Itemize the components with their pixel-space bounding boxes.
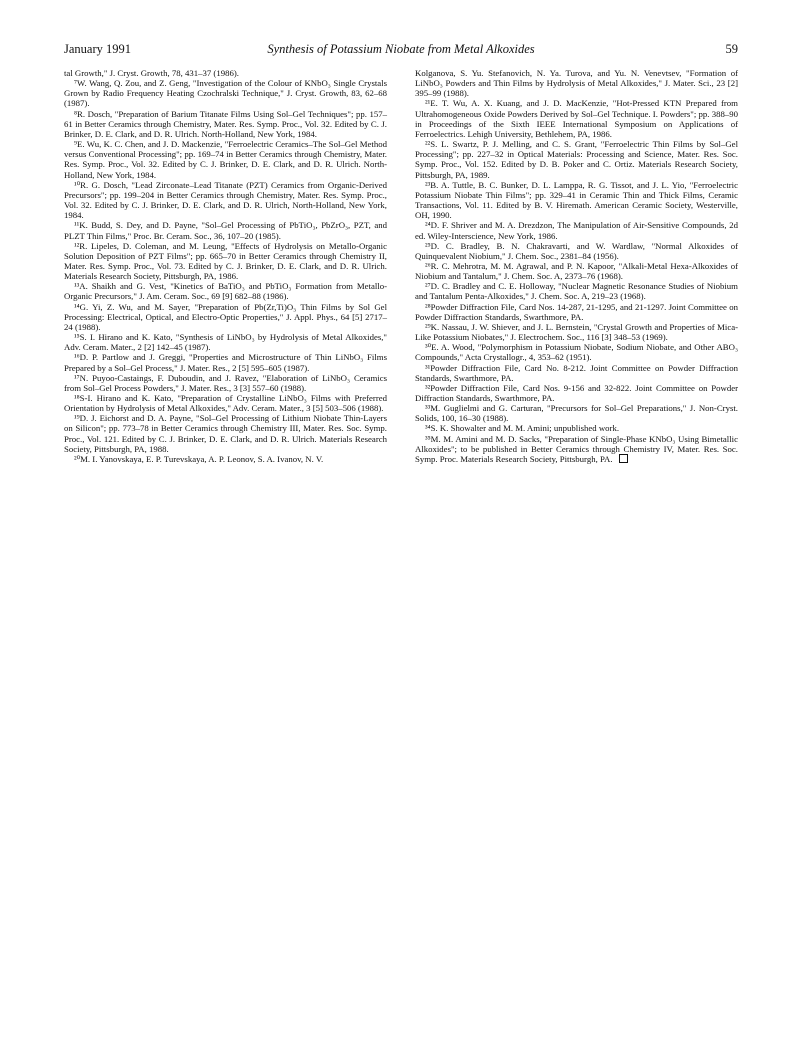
references-right-column bbox=[415, 68, 738, 464]
reference-entry: ²⁷D. C. Bradley and C. E. Holloway, "Nuclear Magnetic Resonance Studies of Niobium and Tantalum Penta-Alkoxides," J. Chem. Soc. A, 219–23 (1968). bbox=[415, 281, 738, 302]
reference-entry: ¹⁹D. J. Eichorst and D. A. Payne, "Sol–Gel Processing of Lithium Niobate Thin-Layers on Silicon"; pp. 773–78 in Better Ceramics through Chemistry III, Mater. Res. Soc. Symp. Proc., Vol. 121. Edited by C. J. Brinker, D. E. Clark, and D. R. Ulrich. Materials Research Society, Pittsburgh, PA, 1988. bbox=[64, 413, 387, 454]
running-title: Synthesis of Potassium Niobate from Metal Alkoxides bbox=[267, 42, 535, 56]
reference-entry: ¹³A. Shaikh and G. Vest, "Kinetics of BaTiO₃ and PbTiO₃ Formation from Metallo-Organic Precursors," J. Am. Ceram. Soc., 69 [9] 682–88 (1986). bbox=[64, 281, 387, 302]
reference-entry: ¹⁵S. I. Hirano and K. Kato, "Synthesis of LiNbO₃ by Hydrolysis of Metal Alkoxides," Adv. Ceram. Mater., 2 [2] 142–45 (1987). bbox=[64, 332, 387, 353]
reference-entry: ¹⁷N. Puyoo-Castaings, F. Duboudin, and J. Ravez, "Elaboration of LiNbO₃ Ceramics from Sol–Gel Process Powders," J. Mater. Res., 3 [3] 557–60 (1988). bbox=[64, 372, 387, 393]
reference-entry: ¹²R. Lipeles, D. Coleman, and M. Leung, "Effects of Hydrolysis on Metallo-Organic Solution Deposition of PZT Films"; pp. 665–70 in Better Ceramics through Chemistry II, Mater. Res. Symp. Proc., Vol. 73. Edited by C. J. Brinker, D. E. Clark, and D. R. Ulrich. Materials Research Society, Pittsburgh, PA, 1986. bbox=[64, 240, 387, 282]
reference-entry: ²⁸Powder Diffraction File, Card Nos. 14-287, 21-1295, and 21-1297. Joint Committee on Powder Diffraction Standards, Swarthmore, PA. bbox=[415, 301, 738, 322]
reference-entry: ¹⁴G. Yi, Z. Wu, and M. Sayer, "Preparation of Pb(Zr,Ti)O₃ Thin Films by Sol Gel Processing: Electrical, Optical, and Electro-Optic Properties," J. Appl. Phys., 64 [5] 2717–24 (1988). bbox=[64, 301, 387, 332]
reference-entry: Kolganova, S. Yu. Stefanovich, N. Ya. Turova, and Yu. N. Venevtsev, "Formation of LiNbO₃ Powders and Thin Films by Hydrolysis of Metal Alkoxides," J. Mater. Sci., 23 [2] 395–99 (1988). bbox=[415, 68, 738, 99]
reference-entry: ¹¹K. Budd, S. Dey, and D. Payne, "Sol–Gel Processing of PbTiO₃, PbZrO₃, PZT, and PLZT Thin Films," Proc. Br. Ceram. Soc., 36, 107–20 (1985). bbox=[64, 220, 387, 241]
reference-entry bbox=[415, 434, 738, 464]
reference-entry: ²⁵D. C. Bradley, B. N. Chakravarti, and W. Wardlaw, "Normal Alkoxides of Quinquevalent Niobium," J. Chem. Soc., 2381–84 (1956). bbox=[415, 240, 738, 261]
reference-entry: ²⁴D. F. Shriver and M. A. Drezdzon, The Manipulation of Air-Sensitive Compounds, 2d ed. Wiley-Interscience, New York, 1986. bbox=[415, 220, 738, 241]
reference-entry: ⁸R. Dosch, "Preparation of Barium Titanate Films Using Sol–Gel Techniques"; pp. 157–61 in Better Ceramics through Chemistry, Mater. Res. Symp. Proc., Vol. 32. Edited by C. J. Brinker, D. E. Clark, and D. R. Ulrich. North-Holland, New York, 1984. bbox=[64, 108, 387, 139]
issue-date: January 1991 bbox=[64, 42, 131, 56]
reference-entry: ²⁹K. Nassau, J. W. Shiever, and J. L. Bernstein, "Crystal Growth and Properties of Mica-Like Potassium Niobates," J. Electrochem. Soc., 116 [3] 348–53 (1969). bbox=[415, 321, 738, 343]
references-left-column bbox=[64, 68, 387, 464]
reference-entry: ³¹Powder Diffraction File, Card No. 8-212. Joint Committee on Powder Diffraction Standards, Swarthmore, PA. bbox=[415, 362, 738, 383]
reference-entry: ³³M. Guglielmi and G. Carturan, "Precursors for Sol–Gel Preparations," J. Non-Cryst. Solids, 100, 16–30 (1988). bbox=[415, 403, 738, 424]
reference-entry: ¹⁸S-I. Hirano and K. Kato, "Preparation of Crystalline LiNbO₃ Films with Preferred Orientation by Hydrolysis of Metal Alkoxides," Adv. Ceram. Mater., 3 [5] 503–506 (1988). bbox=[64, 393, 387, 414]
reference-entry: ²⁶R. C. Mehrotra, M. M. Agrawal, and P. N. Kapoor, "Alkali-Metal Hexa-Alkoxides of Niobium and Tantalum," J. Chem. Soc. A, 2373–76 (1968). bbox=[415, 260, 738, 282]
reference-entry: ²³B. A. Tuttle, B. C. Bunker, D. L. Lamppa, R. G. Tissot, and J. L. Yio, "Ferroelectric Potassium Niobate Thin Films"; pp. 329–41 in Ceramic Thin and Thick Films, Ceramic Transactions, Vol. 11. Edited by B. V. Hiremath. American Ceramic Society, Westerville, OH, 1990. bbox=[415, 179, 738, 221]
running-header bbox=[64, 42, 738, 60]
reference-entry: ⁹E. Wu, K. C. Chen, and J. D. Mackenzie, "Ferroelectric Ceramics–The Sol–Gel Method versus Conventional Processing"; pp. 169–74 in Better Ceramics through Chemistry, Mater. Res. Symp. Proc., Vol. 32. Edited by C. J. Brinker, D. E. Clark, and D. R. Ulrich. North-Holland, New York, 1984. bbox=[64, 139, 387, 180]
page-number: 59 bbox=[725, 42, 738, 56]
reference-entry: ³⁴S. K. Showalter and M. M. Amini; unpublished work. bbox=[425, 423, 620, 434]
reference-entry: tal Growth," J. Cryst. Growth, 78, 431–37 (1986). bbox=[64, 68, 239, 78]
reference-entry: ¹⁰R. G. Dosch, "Lead Zirconate–Lead Titanate (PZT) Ceramics from Organic-Derived Precursors"; pp. 199–204 in Better Ceramics through Chemistry, Mater. Res. Symp. Proc., Vol. 32. Edited by C. J. Brinker, D. E. Clark, and D. R. Ulrich, North-Holland, New York, 1984. bbox=[64, 179, 387, 221]
end-of-article-mark bbox=[619, 454, 628, 463]
reference-entry: ²⁰M. I. Yanovskaya, E. P. Turevskaya, A. P. Leonov, S. A. Ivanov, N. V. bbox=[74, 453, 324, 464]
reference-entry: ²¹E. T. Wu, A. X. Kuang, and J. D. MacKenzie, "Hot-Pressed KTN Prepared from Ultrahomogeneous Oxide Powders Derived by Sol–Gel Technique. I. Powders"; pp. 388–90 in Proceedings of the Sixth IEEE International Symposium on Applications of Ferroelectrics. Lehigh University, Bethlehem, PA, 1986. bbox=[415, 98, 738, 139]
reference-text: ³⁵M. M. Amini and M. D. Sacks, "Preparation of Single-Phase KNbO₃ Using Bimetallic Alkoxides"; to be published in Better Ceramics through Chemistry IV, Mater. Res. Soc. Symp. Proc. Materials Research Society, Pittsburgh, PA. bbox=[415, 433, 738, 464]
reference-entry: ¹⁶D. P. Partlow and J. Greggi, "Properties and Microstructure of Thin LiNbO₃ Films Prepared by a Sol–Gel Process," J. Mater. Res., 2 [5] 595–605 (1987). bbox=[64, 352, 387, 373]
reference-entry: ³²Powder Diffraction File, Card Nos. 9-156 and 32-822. Joint Committee on Powder Diffraction Standards, Swarthmore, PA. bbox=[415, 382, 738, 403]
reference-entry: ³⁰E. A. Wood, "Polymorphism in Potassium Niobate, Sodium Niobate, and Other ABO₃ Compounds," Acta Crystallogr., 4, 353–62 (1951). bbox=[415, 342, 738, 363]
reference-entry: ⁷W. Wang, Q. Zou, and Z. Geng, "Investigation of the Colour of KNbO₃ Single Crystals Grown by Radio Frequency Heating Czochralski Technique," J. Cryst. Growth, 83, 62–68 (1987). bbox=[64, 78, 387, 109]
reference-entry: ²²S. L. Swartz, P. J. Melling, and C. S. Grant, "Ferroelectric Thin Films by Sol–Gel Processing"; pp. 227–32 in Optical Materials: Processing and Science, Mater. Res. Soc. Symp. Proc., Vol. 152. Edited by D. B. Poker and C. Ortiz. Materials Research Society, Pittsburgh, PA, 1989. bbox=[415, 139, 738, 180]
